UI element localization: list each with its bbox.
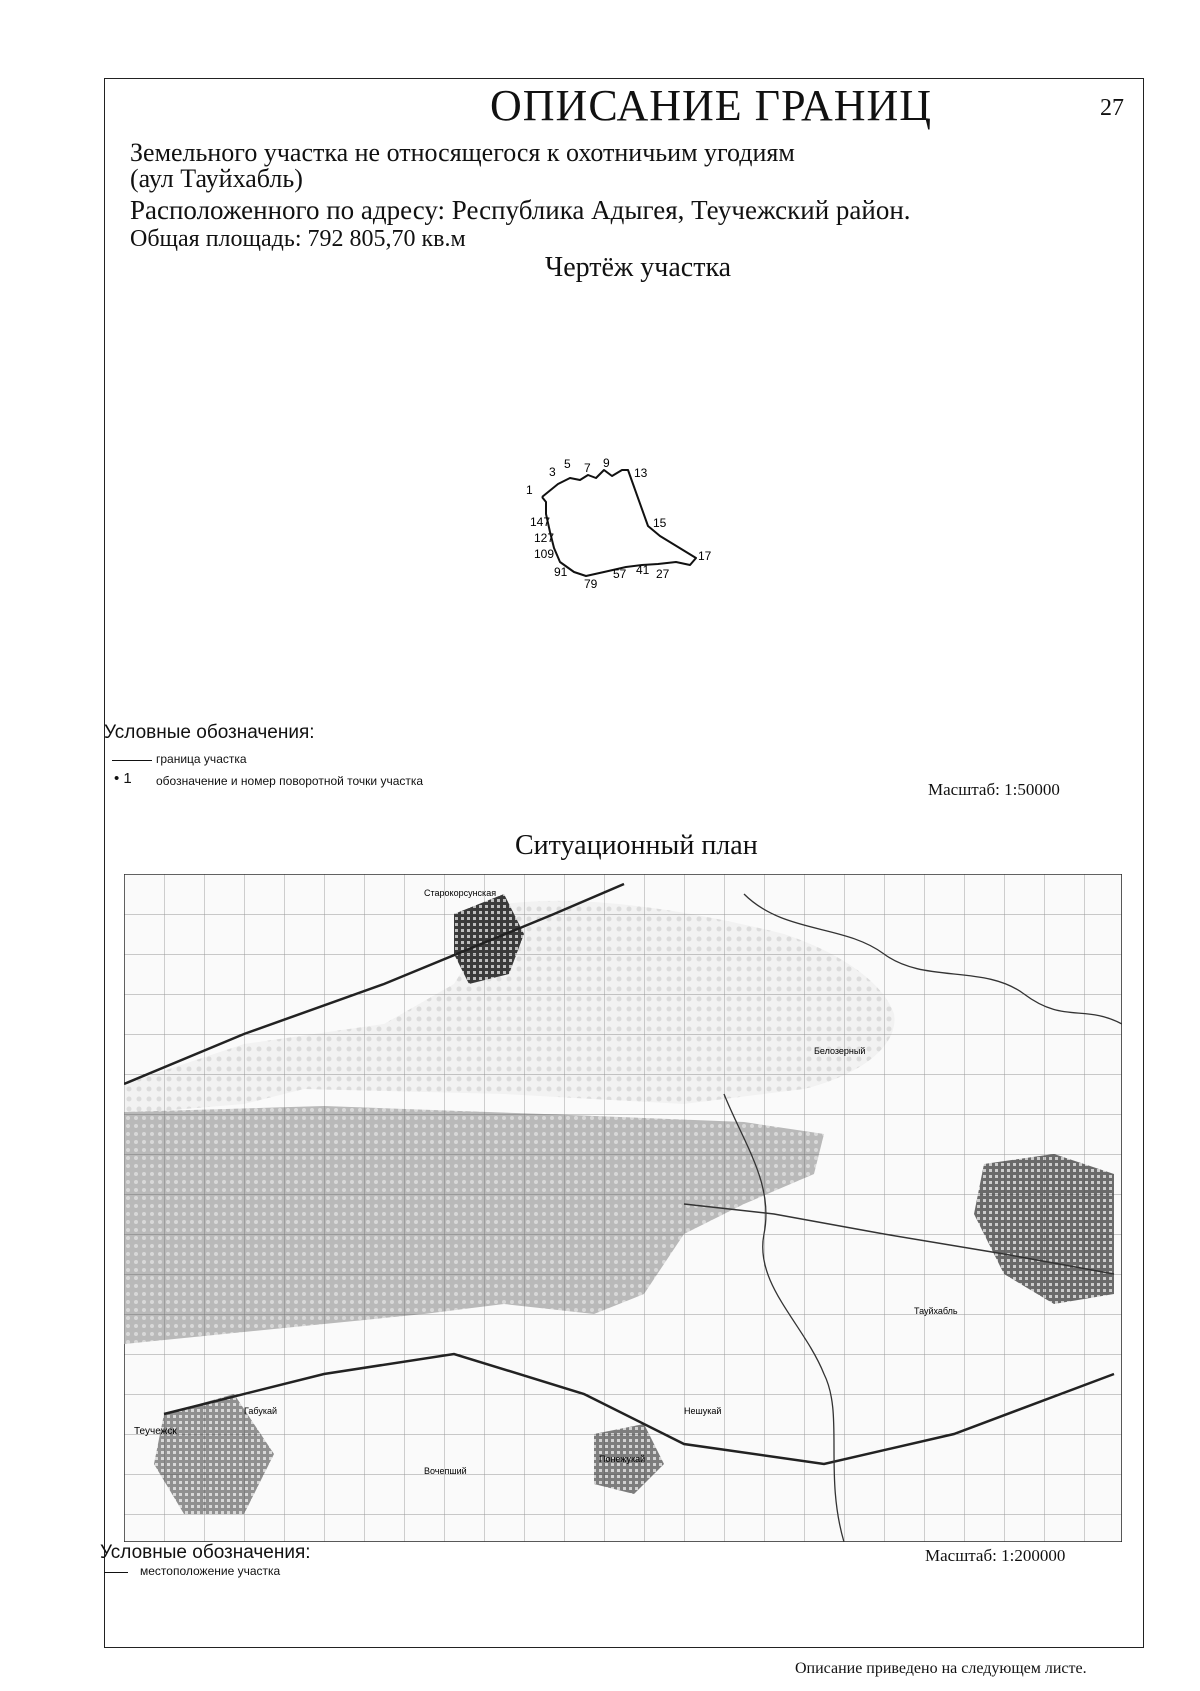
map-label-vocheypshiy: Вочепший (424, 1466, 467, 1476)
situation-legend-title: Условные обозначения: (100, 1542, 311, 1563)
map-label-teuchezhsk: Теучежск (134, 1426, 177, 1437)
point-label-57: 57 (613, 567, 627, 581)
point-label-13: 13 (634, 466, 648, 480)
point-label-79: 79 (584, 577, 598, 591)
point-label-127: 127 (534, 531, 555, 545)
parcel-drawing (500, 450, 740, 610)
map-label-starokorsunskaya: Старокорсунская (424, 888, 497, 898)
page-number: 27 (1100, 95, 1124, 121)
legend-location-line (104, 1572, 128, 1573)
map-label-gabukay: Габукай (244, 1406, 277, 1416)
point-label-5: 5 (564, 457, 571, 471)
point-label-9: 9 (603, 456, 610, 470)
point-label-109: 109 (534, 547, 555, 561)
point-label-147: 147 (530, 515, 551, 529)
drawing-legend-title: Условные обозначения: (104, 722, 315, 743)
situation-scale: Масштаб: 1:200000 (925, 1546, 1066, 1565)
legend-boundary-line (112, 760, 152, 761)
parcel-area: Общая площадь: 792 805,70 кв.м (130, 226, 466, 252)
point-label-41: 41 (636, 563, 650, 577)
point-label-1: 1 (526, 483, 533, 497)
point-label-91: 91 (554, 565, 568, 579)
footer-note: Описание приведено на следующем листе. (795, 1660, 1087, 1677)
legend-location-label: местоположение участка (140, 1564, 281, 1578)
parcel-address: Расположенного по адресу: Республика Адыгея, Теучежский район. (130, 195, 911, 225)
drawing-scale: Масштаб: 1:50000 (928, 780, 1060, 799)
legend-point-symbol: • 1 (114, 770, 132, 787)
parcel-description: Земельного участка не относящегося к охотничьим угодиям (130, 138, 795, 167)
parcel-village: (аул Тауйхабль) (130, 164, 303, 193)
parcel-boundary (542, 470, 696, 576)
situation-plan-title: Ситуационный план (515, 830, 758, 861)
point-label-15: 15 (653, 516, 667, 530)
point-label-3: 3 (549, 465, 556, 479)
legend-boundary-label: граница участка (156, 752, 247, 766)
page-title: ОПИСАНИЕ ГРАНИЦ (490, 81, 933, 130)
drawing-title: Чертёж участка (545, 252, 732, 283)
map-label-belozerny: Белозерный (814, 1046, 866, 1056)
map-label-tauykhabl: Тауйхабль (914, 1306, 958, 1316)
map-label-ponezhukay: Понежукай (599, 1454, 646, 1464)
point-label-17: 17 (698, 549, 712, 563)
point-label-27: 27 (656, 567, 670, 581)
situation-map (124, 874, 1122, 1542)
point-label-7: 7 (584, 461, 591, 475)
legend-point-label: обозначение и номер поворотной точки участка (156, 774, 424, 788)
map-label-neshukay: Нешукай (684, 1406, 722, 1416)
